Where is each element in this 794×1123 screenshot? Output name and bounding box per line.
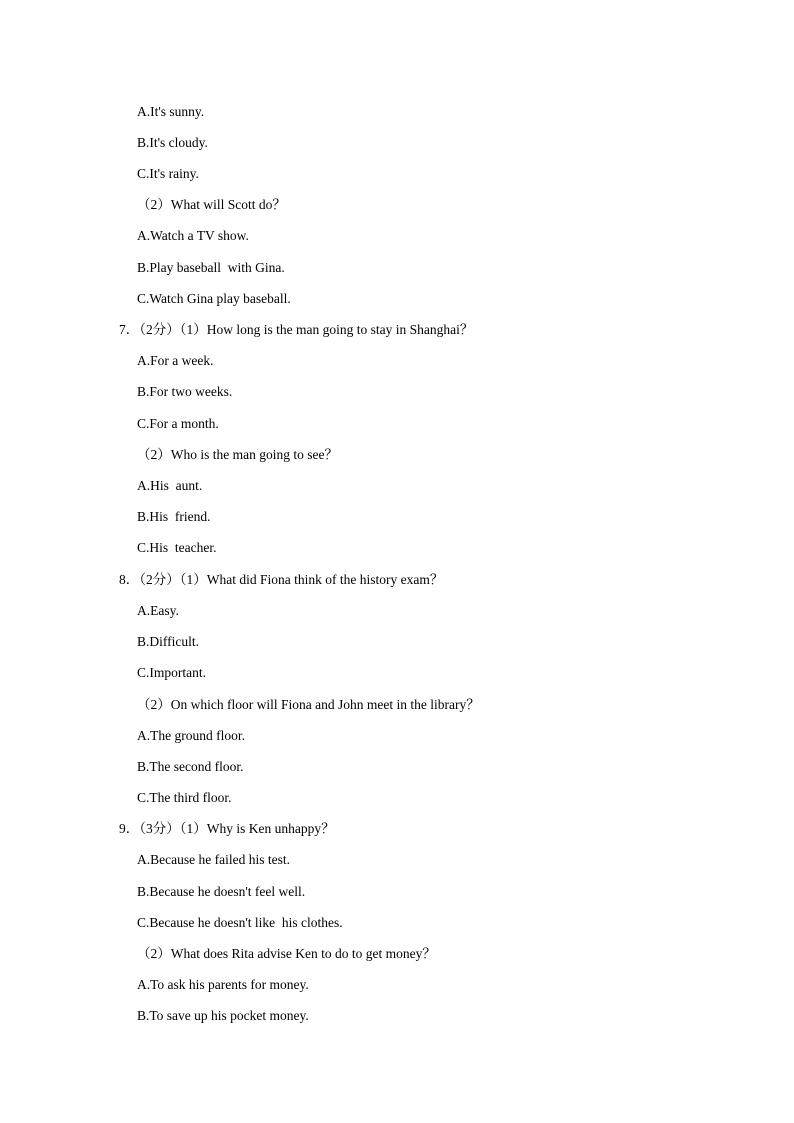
question-header: 7．（2分）（1）How long is the man going to stay in Shanghai？ (119, 322, 474, 337)
answer-option: B.The second floor. (137, 759, 244, 774)
answer-option: B.Difficult. (137, 634, 199, 649)
answer-option: A.To ask his parents for money. (137, 977, 309, 992)
answer-option: A.Easy. (137, 603, 179, 618)
answer-option: C.His teacher. (137, 540, 217, 555)
sub-question: （2）What does Rita advise Ken to do to get money？ (137, 946, 436, 961)
answer-option: C.Watch Gina play baseball. (137, 291, 291, 306)
sub-question: （2）What will Scott do？ (137, 197, 286, 212)
answer-option: C.Because he doesn't like his clothes. (137, 915, 343, 930)
answer-option: C.The third floor. (137, 790, 232, 805)
answer-option: B.To save up his pocket money. (137, 1008, 309, 1023)
answer-option: C.It's rainy. (137, 166, 199, 181)
question-header: 8．（2分）（1）What did Fiona think of the history exam？ (119, 572, 444, 587)
answer-option: A.Watch a TV show. (137, 228, 249, 243)
answer-option: A.His aunt. (137, 478, 203, 493)
answer-option: B.Play baseball with Gina. (137, 260, 285, 275)
question-header: 9．（3分）（1）Why is Ken unhappy？ (119, 821, 335, 836)
answer-option: A.For a week. (137, 353, 214, 368)
answer-option: B.His friend. (137, 509, 211, 524)
answer-option: A.It's sunny. (137, 104, 205, 119)
answer-option: B.Because he doesn't feel well. (137, 884, 306, 899)
sub-question: （2）On which floor will Fiona and John meet in the library？ (137, 697, 480, 712)
answer-option: A.Because he failed his test. (137, 852, 290, 867)
answer-option: C.Important. (137, 665, 206, 680)
answer-option: C.For a month. (137, 416, 219, 431)
answer-option: B.It's cloudy. (137, 135, 208, 150)
sub-question: （2）Who is the man going to see？ (137, 447, 338, 462)
answer-option: B.For two weeks. (137, 384, 233, 399)
answer-option: A.The ground floor. (137, 728, 245, 743)
